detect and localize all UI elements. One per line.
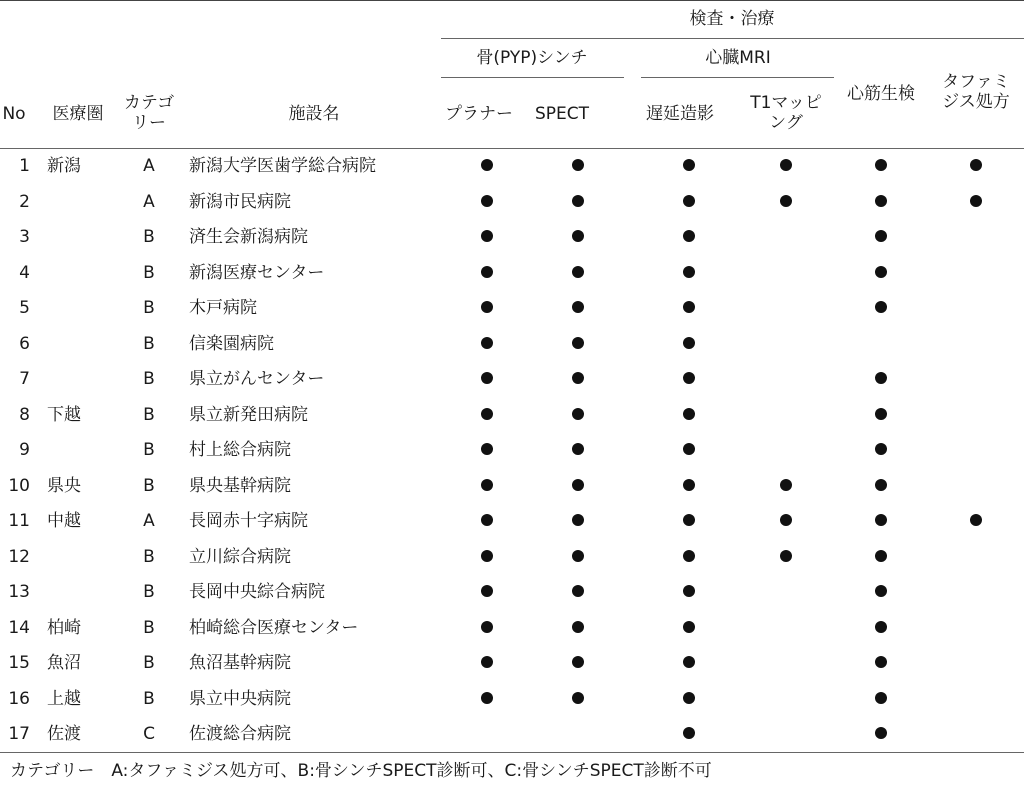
col-header-no: No	[2, 104, 26, 124]
mark-planar-dot	[481, 514, 493, 526]
row-number: 16	[8, 688, 30, 709]
mark-spect-dot	[572, 443, 584, 455]
row-category: A	[143, 156, 155, 176]
row-category: B	[143, 688, 155, 709]
row-number: 11	[8, 511, 30, 531]
col-header-category	[124, 93, 174, 133]
col-header-planar: プラナー	[445, 104, 513, 124]
row-facility-name: 長岡中央綜合病院	[189, 582, 325, 602]
row-facility-name: 立川綜合病院	[189, 546, 291, 567]
table-row	[0, 717, 1024, 753]
row-category: B	[143, 333, 155, 354]
table-row	[0, 469, 1024, 505]
mark-tafamidis-dot	[970, 159, 982, 171]
mark-planar-dot	[481, 692, 493, 704]
mark-lge-dot	[683, 514, 695, 526]
mark-t1-mapping-dot	[780, 195, 792, 207]
col-header-category-line2: リー	[131, 113, 166, 133]
row-facility-name: 村上総合病院	[189, 440, 291, 460]
mark-spect-dot	[572, 266, 584, 278]
mark-spect-dot	[572, 195, 584, 207]
row-facility-name: 県立がんセンター	[189, 369, 325, 389]
row-number: 10	[8, 475, 30, 496]
group-header-mri: 心臓MRI	[705, 48, 771, 68]
row-facility-name: 済生会新潟病院	[189, 227, 308, 247]
mark-planar-dot	[481, 230, 493, 242]
mark-biopsy-dot	[875, 727, 887, 739]
row-number: 4	[19, 262, 30, 283]
mark-spect-dot	[572, 301, 584, 313]
table-row	[0, 682, 1024, 718]
row-category: B	[143, 617, 155, 638]
mark-spect-dot	[572, 408, 584, 420]
mark-planar-dot	[481, 266, 493, 278]
mark-lge-dot	[683, 727, 695, 739]
col-header-t1-line2: ング	[769, 113, 803, 133]
table-bottom-rule	[0, 752, 1024, 753]
mark-lge-dot	[683, 372, 695, 384]
row-facility-name: 県立新発田病院	[189, 404, 308, 425]
col-header-t1-line1: T1マッピ	[750, 93, 822, 113]
row-category: B	[143, 262, 155, 283]
mark-biopsy-dot	[875, 408, 887, 420]
table-row	[0, 575, 1024, 611]
row-number: 6	[19, 333, 30, 354]
table-row	[0, 327, 1024, 363]
mark-biopsy-dot	[875, 550, 887, 562]
col-header-area: 医療圏	[52, 104, 104, 124]
table-row	[0, 433, 1024, 469]
row-facility-name: 柏崎総合医療センター	[189, 617, 359, 638]
mark-planar-dot	[481, 550, 493, 562]
row-facility-name: 信楽園病院	[189, 333, 274, 354]
table-row	[0, 398, 1024, 434]
mark-spect-dot	[572, 585, 584, 597]
mark-t1-mapping-dot	[780, 159, 792, 171]
row-facility-name: 新潟医療センター	[189, 262, 325, 283]
mark-spect-dot	[572, 514, 584, 526]
row-medical-area: 中越	[47, 511, 81, 531]
row-facility-name: 長岡赤十字病院	[189, 511, 308, 531]
row-number: 3	[19, 227, 30, 247]
mark-spect-dot	[572, 159, 584, 171]
mark-biopsy-dot	[875, 266, 887, 278]
col-header-lge: 遅延造影	[646, 104, 714, 124]
row-facility-name: 県央基幹病院	[189, 475, 291, 496]
mark-lge-dot	[683, 585, 695, 597]
table-row	[0, 540, 1024, 576]
mark-spect-dot	[572, 550, 584, 562]
mark-lge-dot	[683, 550, 695, 562]
row-number: 1	[19, 156, 30, 176]
mark-lge-dot	[683, 479, 695, 491]
col-header-tafamidis-line1: タファミ	[942, 72, 1010, 92]
row-number: 13	[8, 582, 30, 602]
mark-biopsy-dot	[875, 514, 887, 526]
row-category: B	[143, 475, 155, 496]
mark-biopsy-dot	[875, 159, 887, 171]
mark-lge-dot	[683, 230, 695, 242]
group-rule-mri	[641, 77, 834, 78]
mark-planar-dot	[481, 479, 493, 491]
col-header-t1-mapping	[750, 93, 822, 133]
row-medical-area: 上越	[47, 688, 81, 709]
row-medical-area: 佐渡	[47, 724, 81, 744]
mark-biopsy-dot	[875, 230, 887, 242]
mark-tafamidis-dot	[970, 514, 982, 526]
mark-lge-dot	[683, 337, 695, 349]
col-header-facility: 施設名	[288, 104, 340, 124]
row-medical-area: 下越	[47, 404, 81, 425]
row-category: A	[143, 191, 155, 212]
row-number: 14	[8, 617, 30, 638]
row-category: B	[143, 653, 155, 673]
mark-biopsy-dot	[875, 692, 887, 704]
mark-biopsy-dot	[875, 443, 887, 455]
mark-spect-dot	[572, 372, 584, 384]
row-facility-name: 佐渡総合病院	[189, 724, 291, 744]
table-top-rule	[0, 0, 1024, 1]
row-category: B	[143, 369, 155, 389]
mark-planar-dot	[481, 621, 493, 633]
row-number: 15	[8, 653, 30, 673]
mark-lge-dot	[683, 159, 695, 171]
mark-lge-dot	[683, 195, 695, 207]
row-category: B	[143, 582, 155, 602]
row-medical-area: 魚沼	[47, 653, 81, 673]
group-rule-pyp	[441, 77, 624, 78]
mark-spect-dot	[572, 479, 584, 491]
mark-lge-dot	[683, 443, 695, 455]
mark-planar-dot	[481, 301, 493, 313]
mark-spect-dot	[572, 337, 584, 349]
mark-lge-dot	[683, 266, 695, 278]
row-number: 17	[8, 724, 30, 744]
row-category: A	[143, 511, 155, 531]
mark-spect-dot	[572, 621, 584, 633]
table-row	[0, 646, 1024, 682]
row-number: 12	[8, 546, 30, 567]
table-row	[0, 256, 1024, 292]
row-facility-name: 県立中央病院	[189, 688, 291, 709]
mark-biopsy-dot	[875, 372, 887, 384]
col-header-tafamidis	[942, 72, 1010, 112]
col-header-tafamidis-line2: ジス処方	[942, 92, 1010, 112]
table-row	[0, 504, 1024, 540]
mark-lge-dot	[683, 621, 695, 633]
group-header-tests: 検査・治療	[689, 9, 775, 29]
row-facility-name: 新潟市民病院	[189, 191, 291, 212]
mark-biopsy-dot	[875, 585, 887, 597]
table-row	[0, 220, 1024, 256]
mark-biopsy-dot	[875, 479, 887, 491]
row-number: 2	[19, 191, 30, 212]
row-facility-name: 新潟大学医歯学総合病院	[189, 156, 376, 176]
row-medical-area: 柏崎	[47, 617, 81, 638]
mark-lge-dot	[683, 656, 695, 668]
row-category: B	[143, 546, 155, 567]
table-row	[0, 149, 1024, 185]
mark-spect-dot	[572, 230, 584, 242]
mark-planar-dot	[481, 159, 493, 171]
row-number: 9	[19, 440, 30, 460]
row-number: 7	[19, 369, 30, 389]
table-row	[0, 362, 1024, 398]
row-category: B	[143, 298, 155, 318]
mark-t1-mapping-dot	[780, 514, 792, 526]
col-header-category-line1: カテゴ	[123, 93, 175, 113]
mark-spect-dot	[572, 692, 584, 704]
mark-biopsy-dot	[875, 195, 887, 207]
mark-planar-dot	[481, 337, 493, 349]
mark-lge-dot	[683, 301, 695, 313]
mark-planar-dot	[481, 408, 493, 420]
mark-spect-dot	[572, 656, 584, 668]
row-facility-name: 木戸病院	[189, 298, 257, 318]
row-category: C	[143, 724, 155, 744]
category-footnote: カテゴリー A:タファミジス処方可、B:骨シンチSPECT診断可、C:骨シンチSPECT診断不可	[10, 761, 712, 781]
group-rule-top	[441, 38, 1024, 39]
mark-tafamidis-dot	[970, 195, 982, 207]
mark-lge-dot	[683, 408, 695, 420]
mark-lge-dot	[683, 692, 695, 704]
row-number: 5	[19, 298, 30, 318]
table-row	[0, 185, 1024, 221]
mark-planar-dot	[481, 443, 493, 455]
table-row	[0, 291, 1024, 327]
mark-planar-dot	[481, 195, 493, 207]
mark-planar-dot	[481, 585, 493, 597]
mark-biopsy-dot	[875, 656, 887, 668]
col-header-spect: SPECT	[534, 104, 590, 124]
row-facility-name: 魚沼基幹病院	[189, 653, 291, 673]
mark-biopsy-dot	[875, 301, 887, 313]
mark-t1-mapping-dot	[780, 479, 792, 491]
row-medical-area: 新潟	[47, 156, 81, 176]
mark-planar-dot	[481, 372, 493, 384]
table-row	[0, 611, 1024, 647]
mark-planar-dot	[481, 656, 493, 668]
row-number: 8	[19, 404, 30, 425]
mark-t1-mapping-dot	[780, 550, 792, 562]
row-category: B	[143, 404, 155, 425]
row-medical-area: 県央	[47, 475, 81, 496]
col-header-biopsy: 心筋生検	[847, 84, 915, 104]
group-header-pyp: 骨(PYP)シンチ	[476, 48, 588, 68]
mark-biopsy-dot	[875, 621, 887, 633]
row-category: B	[143, 227, 155, 247]
row-category: B	[143, 440, 155, 460]
